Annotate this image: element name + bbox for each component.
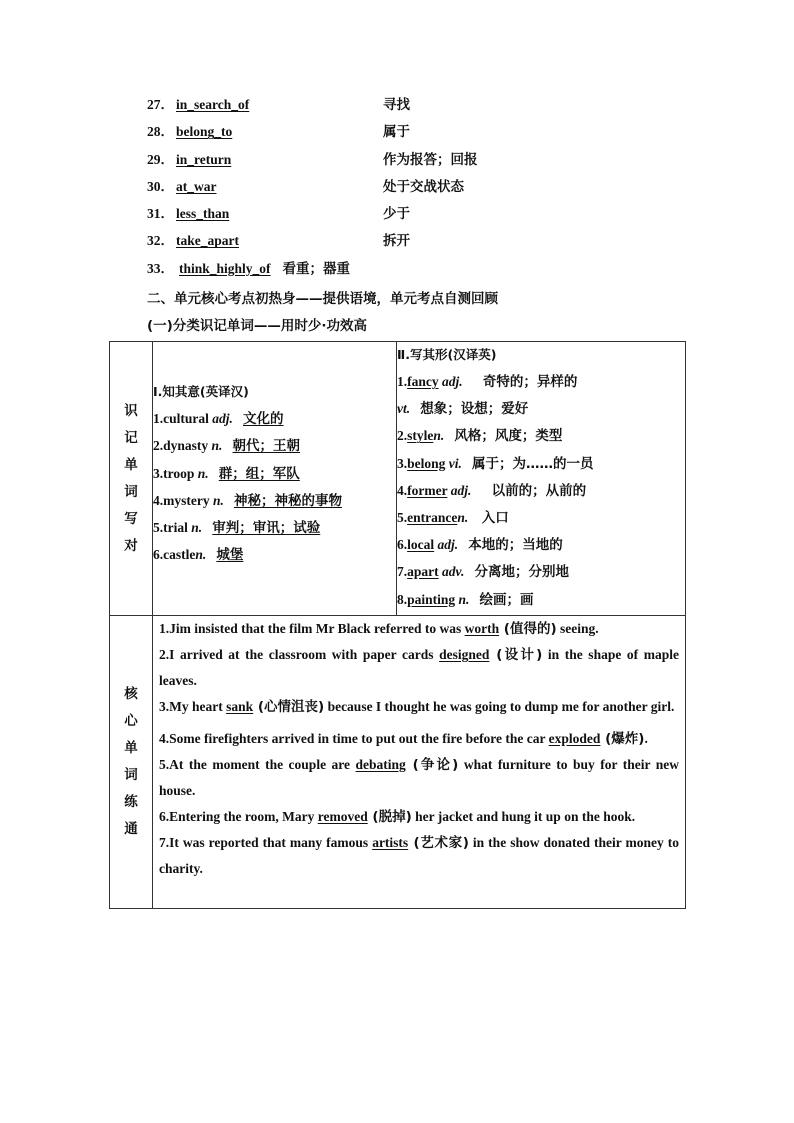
section-title: 二、单元核心考点初热身——提供语境，单元考点自测回顾 bbox=[147, 291, 498, 307]
phrase-english: belong_to bbox=[176, 124, 233, 140]
part2-cell bbox=[397, 342, 686, 616]
phrase-number: 30． bbox=[147, 178, 174, 194]
phrase-english: less_than bbox=[176, 206, 230, 222]
sentence: 3.My heart sank (心情沮丧) because I thought he was going to dump me for another girl. bbox=[159, 699, 675, 715]
vocab-item: 6.castlen. 城堡 bbox=[153, 547, 244, 564]
recognition-label: 识 记 单 词 写 对 bbox=[110, 342, 153, 616]
phrase-number: 29． bbox=[147, 151, 174, 167]
sentence: 5.At the moment the couple are debating (争论) what furniture to buy for their new house. bbox=[159, 757, 680, 798]
vocab-item: 3.troop n. 群；组；军队 bbox=[153, 465, 300, 482]
phrase-chinese: 少于 bbox=[383, 206, 410, 223]
vocab-item: 7.apart adv. 分离地；分别地 bbox=[397, 564, 569, 581]
vocab-item: 4.former adj. 以前的；从前的 bbox=[397, 482, 587, 499]
practice-row bbox=[110, 616, 686, 909]
phrase-list bbox=[147, 94, 707, 285]
phrase-number: 32． bbox=[147, 233, 174, 249]
sentence: 4.Some firefighters arrived in time to put out the fire before the car exploded (爆炸). bbox=[159, 731, 648, 747]
sentence: 2.I arrived at the classroom with paper cards designed (设计) in the shape of maple leaves. bbox=[159, 647, 679, 688]
phrase-chinese: 拆开 bbox=[383, 233, 410, 250]
vocab-item: 1.cultural adj. 文化的 bbox=[153, 411, 284, 428]
sentence: 7.It was reported that many famous artists (艺术家) in the show donated their money to charity. bbox=[159, 835, 679, 876]
sentences-cell bbox=[153, 616, 686, 909]
phrase-row bbox=[147, 121, 707, 148]
vocab-table bbox=[109, 341, 686, 909]
phrase-english: at_war bbox=[176, 178, 217, 194]
part1-heading: Ⅰ.知其意(英译汉) bbox=[153, 384, 249, 399]
vocab-item: 4.mystery n. 神秘；神秘的事物 bbox=[153, 492, 342, 509]
phrase-number: 28． bbox=[147, 124, 174, 140]
vocab-item: 5.entrancen. 入口 bbox=[397, 509, 509, 526]
phrase-chinese: 属于 bbox=[383, 124, 410, 141]
vocab-item: vt. 想象；设想；爱好 bbox=[397, 401, 529, 418]
phrase-chinese: 处于交战状态 bbox=[383, 178, 464, 195]
vocab-item: 2.stylen. 风格；风度；类型 bbox=[397, 428, 563, 445]
part1-cell bbox=[153, 342, 397, 616]
phrase-english: in_return bbox=[176, 151, 232, 167]
vocab-item: 3.belong vi. 属于；为……的一员 bbox=[397, 455, 594, 472]
phrase-row bbox=[147, 203, 707, 230]
practice-label: 核 心 单 词 练 通 bbox=[110, 616, 153, 909]
vocab-item: 6.local adj. 本地的；当地的 bbox=[397, 537, 563, 554]
phrase-row bbox=[147, 230, 707, 257]
vocab-item: 8.painting n. 绘画；画 bbox=[397, 591, 534, 608]
phrase-row bbox=[147, 149, 707, 176]
phrase-row bbox=[147, 258, 707, 285]
phrase-number: 31． bbox=[147, 206, 174, 222]
phrase-chinese: 作为报答；回报 bbox=[383, 151, 478, 168]
phrase-chinese: 寻找 bbox=[383, 97, 410, 113]
phrase-number: 27． bbox=[147, 97, 174, 112]
vocab-item: 5.trial n. 审判；审讯；试验 bbox=[153, 519, 321, 536]
phrase-number: 33． bbox=[147, 260, 174, 276]
sub-title: (一)分类识记单词——用时少·功效高 bbox=[147, 318, 367, 334]
phrase-row bbox=[147, 176, 707, 203]
vocab-item: 1.fancy adj. 奇特的；异样的 bbox=[397, 374, 578, 390]
recognition-row bbox=[110, 342, 686, 616]
vocab-item: 2.dynasty n. 朝代；王朝 bbox=[153, 438, 301, 455]
sentence: 1.Jim insisted that the film Mr Black referred to was worth (值得的) seeing. bbox=[159, 621, 599, 637]
phrase-english: in_search_of bbox=[176, 97, 250, 112]
phrase-english: take_apart bbox=[176, 233, 239, 249]
phrase-chinese: 看重；器重 bbox=[282, 260, 351, 277]
phrase-row bbox=[147, 94, 707, 121]
phrase-english: think_highly_of bbox=[179, 260, 271, 276]
part2-heading: Ⅱ.写其形(汉译英) bbox=[397, 347, 497, 362]
sentence: 6.Entering the room, Mary removed (脱掉) her jacket and hung it up on the hook. bbox=[159, 809, 636, 825]
